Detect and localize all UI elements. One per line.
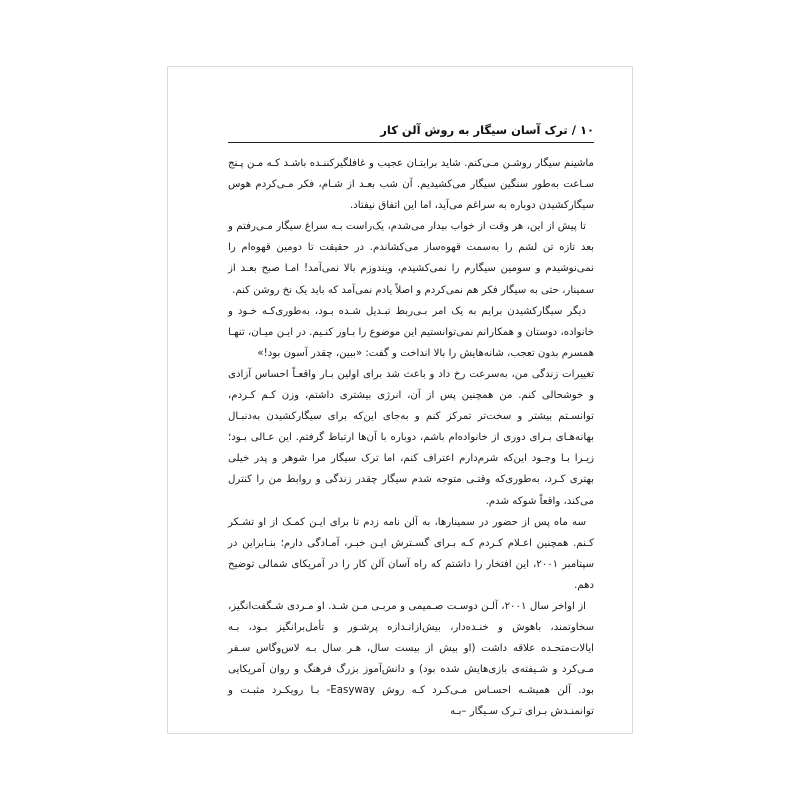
page-number: ۱۰	[579, 123, 594, 137]
page-body	[228, 153, 594, 723]
paragraph: تغییرات زندگی من، به‌سرعت رخ داد و باعث شد برای اولین بـار واقعـاً احساس آزادی و خوشحالی کنم. من همچنین پس از آن، انرژی بیشتری داشتم، وزن کـم کـردم، توانسـتم بیشتر و سخت‌تر تمرکز کنم و به‌جای این‌که برای سیگارکشیدن به‌دنبـال بهانه‌هـای بـرای دوری از خانواده‌ام باشم، دوباره با آن‌ها ارتباط گرفتم. این عـالی بـود؛ زیـرا بـا وجـود این‌که شرم‌دارم اعتراف کنم، اما ترک سیگار مرا شوهر و پدر خیلی بهتری کـرد، به‌طوری‌که وقتـی متوجه شدم سیگار چقدر زندگی و روابط من را کنترل می‌کند، واقعاً شوکه شدم.	[228, 368, 594, 507]
book-page	[167, 66, 633, 734]
header-separator: /	[571, 123, 576, 137]
paragraph: سه ماه پس از حضور در سمینارها، به آلن نامه زدم تا برای ایـن کمـک از او تشـکر کـنم. همچنین اعـلام کـردم کـه بـرای گسـترش ایـن خبـر، آمـادگی دارم؛ بنـابراین در سپتامبر ۲۰۰۱، این افتخار را داشتم که راه آسان آلن کار را در آمریکای شمالی توضیح دهم.	[228, 516, 594, 591]
paragraph: از اواخر سال ۲۰۰۱، آلـن دوسـت صـمیمی و مربـی مـن شـد. او مـردی شـگفت‌انگیز، سخاوتمند، باهوش و خنـده‌دار، بیش‌ازانـدازه پرشـور و تأمل‌برانگیز بـود، بـه ایالات‌متحـده علاقه داشت (او بیش از بیست سال، هـر سال بـه لاس‌وگاس سـفر مـی‌کرد و شـیفته‌ی بازی‌هایش شده بود) و دانش‌آموز بزرگ فرهنگ و روان آمریکایی بود. آلن همیشـه احسـاس مـی‌کـرد کـه روش Easyway- بـا رویکـرد مثبـت و توانمنـدش بـرای تـرک سـیگار –بـه	[228, 600, 594, 718]
running-title: ترک آسان سیگار به روش آلن کار	[380, 123, 568, 137]
paragraph: تا پیش از این، هر وقت از خواب بیدار می‌شدم، یک‌راست بـه سراغ سیگار مـی‌رفتم و بعد تازه تن لشم را به‌سمت قهوه‌ساز می‌کشاندم. در حقیقت تا دومین قهوه‌ام را نمی‌نوشیدم و سومین سیگارم را نمی‌کشیدم، ویندوزم بالا نمی‌آمد! امـا صبح بعـد از سمینار، حتی به سیگار فکر هم نمی‌کردم و اصلاً یادم نمی‌آمد که باید یک نخ روشن کنم.	[228, 221, 594, 296]
page-header	[228, 120, 594, 143]
paragraph: ماشینم سیگار روشـن مـی‌کنم. شاید برایتـان عجیب و غافلگیرکننـده باشـد کـه مـن پـنج سـاعت به‌طور سنگین سیگار می‌کشیدیم. آن شب بعـد از شـام، فکر مـی‌کردم هوس سیگارکشیدن دوباره به سراغم می‌آید، اما این اتفاق نیفتاد.	[228, 158, 594, 212]
paragraph: دیگر سیگارکشیدن برایم به یک امر بـی‌ربط تبـدیل شـده بـود، به‌طوری‌کـه خـود و خانواده، دوستان و همکارانم نمی‌توانستیم این موضوع را بـاور کنـیم. در ایـن میـان، تنهـا همسرم بدون تعجب، شانه‌هایش را بالا انداخت و گفت: «ببین، چقدر آسون بود!»	[228, 305, 594, 359]
